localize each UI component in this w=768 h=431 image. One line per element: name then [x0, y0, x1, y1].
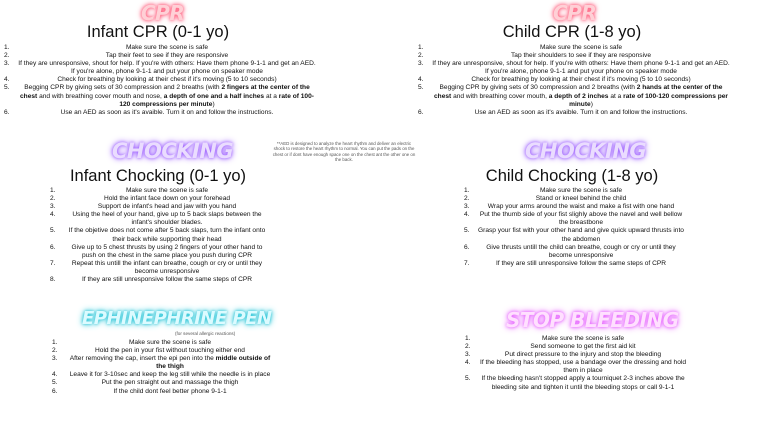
list-item	[464, 244, 684, 260]
list-item	[465, 335, 687, 343]
step-text: Support de infant's head and jaw with you hand	[97, 203, 237, 211]
cpr-heading-child: CPR	[553, 1, 597, 25]
list-item	[464, 195, 684, 203]
list-item	[418, 60, 730, 76]
step-text: Make sure the scene is safe	[125, 44, 209, 51]
step-number: 5.	[50, 227, 56, 235]
list-item	[4, 44, 316, 52]
list-item	[418, 76, 730, 84]
step-number: 4.	[50, 211, 56, 219]
step-text: Check for breathing by looking at their chest if it's moving (5 to 10 seconds)	[57, 76, 277, 84]
choking-heading-child: CHOCKING	[525, 139, 647, 163]
list-item	[4, 84, 316, 108]
step-number: 2.	[465, 343, 471, 351]
step-text: Give thrusts untill the child can breathe, cough or cry or until they become unresponsive	[486, 243, 676, 259]
list-item	[418, 109, 730, 117]
step-text: If they are still unresponsive follow the same steps of CPR	[81, 276, 253, 284]
aed-note: **AED is designed to analyze the heart rhythm and deliver an electric shock to restore the heart rhythm to normal. You can put the pads on the chest or if dont have enough space one on the chest ant the other one on the back.	[272, 141, 416, 162]
step-number: 2.	[4, 52, 10, 60]
step-number: 1.	[4, 44, 10, 51]
list-item	[464, 227, 684, 243]
list-item	[52, 355, 274, 371]
step-text: Make sure the scene is safe	[541, 335, 625, 342]
step-number: 2.	[418, 52, 424, 60]
step-text: If the bleeding has stopped, use a bandage over the dressing and hold them in place	[479, 359, 687, 375]
step-number: 6.	[464, 243, 470, 251]
child-choking-title: Child Chocking (1-8 yo)	[485, 167, 659, 185]
list-item	[4, 76, 316, 84]
list-item	[50, 203, 270, 211]
step-number: 1.	[50, 187, 56, 194]
infant-cpr-steps	[4, 44, 316, 117]
step-text: If the objetive does not come after 5 back slaps, turn the infant onto their back while supporting their head	[68, 227, 266, 243]
list-item	[52, 388, 274, 396]
epipen-heading: EPHINEPHRINE PEN	[82, 308, 272, 329]
list-item	[4, 109, 316, 117]
step-text: Tap their feet to see if they are responsive	[105, 52, 229, 60]
list-item	[50, 211, 270, 227]
step-number: 5.	[465, 375, 471, 383]
step-text: Give up to 5 chest thrusts by using 2 fingers of your other hand to push on the chest in the same place you push during CPR	[71, 243, 263, 259]
list-item	[52, 379, 274, 387]
step-number: 1.	[465, 335, 471, 342]
step-number: 5.	[52, 379, 58, 387]
step-text: If the child dont feel better phone 9-1-1	[113, 387, 227, 395]
list-item	[4, 52, 316, 60]
step-number: 3.	[50, 203, 56, 211]
list-item	[465, 351, 687, 359]
step-text: Make sure the scene is safe	[539, 44, 623, 51]
list-item	[50, 187, 270, 195]
step-text: Repeat this untill the infant can breathe, cough or cry or until they become unresponsive	[71, 259, 263, 275]
step-text: Send someone to get the first aid kit	[530, 343, 636, 351]
step-text: Leave it for 3-10sec and keep the leg still while the needle is in place	[69, 371, 271, 379]
list-item	[464, 187, 684, 195]
step-number: 6.	[52, 387, 58, 395]
list-item	[418, 44, 730, 52]
step-number: 6.	[4, 108, 10, 116]
step-text: Tap their shoulders to see if they are responsive	[510, 52, 651, 60]
step-number: 4.	[464, 211, 470, 219]
step-number: 5.	[418, 84, 424, 92]
cpr-heading-infant: CPR	[141, 1, 185, 25]
step-number: 3.	[418, 60, 424, 68]
step-number: 1.	[52, 339, 58, 346]
step-text: Wrap your arms around the waist and make a fist with one hand	[487, 203, 675, 211]
list-item	[52, 347, 274, 355]
step-number: 2.	[50, 195, 56, 203]
step-number: 2.	[464, 195, 470, 203]
list-item	[465, 375, 687, 391]
child-cpr-title: Child CPR (1-8 yo)	[502, 23, 642, 41]
list-item	[464, 260, 684, 268]
step-text: Put direct pressure to the injury and stop the bleeding	[504, 351, 662, 359]
list-item	[50, 244, 270, 260]
step-number: 5.	[464, 227, 470, 235]
step-text: Put the pen straight out and massage the thigh	[101, 379, 239, 387]
list-item	[50, 195, 270, 203]
step-text: Check for breathing by looking at their chest if it's moving (5 to 10 seconds)	[471, 76, 691, 84]
step-number: 3.	[464, 203, 470, 211]
step-number: 3.	[52, 355, 58, 363]
infant-choking-title: Infant Chocking (0-1 yo)	[69, 167, 247, 185]
step-number: 3.	[4, 60, 10, 68]
step-text: Use an AED as soon as it's avaible. Turn it on and follow the instructions.	[60, 108, 274, 116]
step-number: 3.	[465, 351, 471, 359]
epipen-steps	[52, 339, 274, 396]
infant-cpr-title: Infant CPR (0-1 yo)	[86, 23, 230, 41]
step-text: Grasp your fist with your other hand and give quick upward thrusts into the abdomen	[478, 227, 684, 243]
step-text: Hold the infant face down on your forehead	[103, 195, 231, 203]
list-item	[465, 343, 687, 351]
list-item	[52, 371, 274, 379]
choking-heading-infant: CHOCKING	[112, 139, 234, 163]
step-number: 6.	[418, 108, 424, 116]
step-text: If they are unresponsive, shout for help. If you're with others: Have them phone 9-1-1 and get an AED. If you're alone, phone 9-1-1 and put your phone on speaker mode	[18, 60, 316, 76]
list-item	[464, 211, 684, 227]
list-item	[50, 276, 270, 284]
list-item	[464, 203, 684, 211]
step-number: 7.	[50, 259, 56, 267]
list-item	[418, 84, 730, 108]
epipen-subtitle: (for several allergic reactions)	[175, 331, 236, 336]
step-number: 7.	[464, 259, 470, 267]
child-choking-steps	[464, 187, 684, 268]
step-number: 4.	[52, 371, 58, 379]
step-text: After removing the cap, insert the epi pen into the middle outside of the thigh	[69, 355, 271, 371]
step-number: 1.	[418, 44, 424, 51]
list-item	[50, 260, 270, 276]
stop-bleeding-steps	[465, 335, 687, 392]
child-cpr-steps	[418, 44, 730, 117]
step-text: Use an AED as soon as it's avaible. Turn it on and follow the instructions.	[474, 108, 688, 116]
list-item	[50, 227, 270, 243]
step-text: Stand or kneel behind the child	[535, 195, 627, 203]
step-number: 5.	[4, 84, 10, 92]
step-text: Make sure the scene is safe	[125, 187, 209, 194]
step-text: Using the heel of your hand, give up to 5 back slaps between the infant's shoulder blades.	[72, 211, 262, 227]
step-text: Make sure the scene is safe	[539, 187, 623, 194]
step-text: If they are still unresponsive follow the same steps of CPR	[495, 259, 667, 267]
step-text: Begging CPR by giving sets of 30 compression and 2 breaths (with 2 fingers at the center of the chest and with breathing cover mouth and nose, a depth of one and a half inches at a rate of 100-120 compressions per minute)	[20, 84, 314, 108]
step-number: 4.	[418, 76, 424, 84]
list-item	[52, 339, 274, 347]
step-number: 8.	[50, 276, 56, 284]
step-text: If they are unresponsive, shout for help. If you're with others: Have them phone 9-1-1 and get an AED. If you're alone, phone 9-1-1 and put your phone on speaker mode	[432, 60, 730, 76]
step-text: Hold the pen in your fist without touching either end	[95, 347, 245, 355]
step-number: 4.	[465, 359, 471, 367]
step-text: Begging CPR by giving sets of 30 compression and 2 breaths (with 2 hands at the center of the chest and with breathing cover mouth, a depth of 2 inches at a rate of 100-120 compressions per minute)	[434, 84, 728, 108]
step-number: 4.	[4, 76, 10, 84]
step-number: 2.	[52, 347, 58, 355]
step-text: Put the thumb side of your fist slighly above the navel and well bellow the breastbone	[479, 211, 683, 227]
infant-choking-steps	[50, 187, 270, 284]
list-item	[4, 60, 316, 76]
stop-bleeding-heading: STOP BLEEDING	[506, 308, 679, 332]
step-text: If the bleeding hasn't stopped apply a tourniquet 2-3 inches above the bleeding site and tighten it until the bleeding stops or call 9-1-1	[481, 375, 685, 391]
step-text: Make sure the scene is safe	[128, 339, 212, 346]
list-item	[465, 359, 687, 375]
step-number: 1.	[464, 187, 470, 194]
step-number: 6.	[50, 243, 56, 251]
list-item	[418, 52, 730, 60]
